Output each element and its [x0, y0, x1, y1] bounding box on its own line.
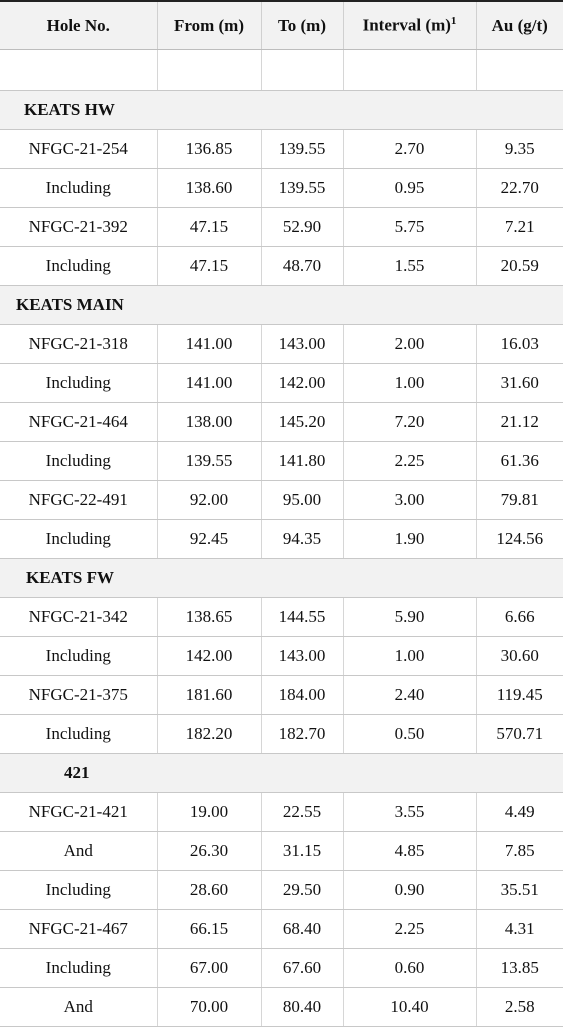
- to-cell: 29.50: [261, 871, 343, 910]
- hole-cell: Including: [0, 871, 157, 910]
- interval-cell: 4.85: [343, 832, 476, 871]
- au-cell: 13.85: [476, 949, 563, 988]
- to-cell: 68.40: [261, 910, 343, 949]
- au-cell: 21.12: [476, 403, 563, 442]
- header-to: To (m): [261, 1, 343, 50]
- table-row: [0, 871, 563, 910]
- hole-cell: And: [0, 832, 157, 871]
- from-cell: 26.30: [157, 832, 261, 871]
- from-cell: 67.00: [157, 949, 261, 988]
- interval-cell: 2.25: [343, 910, 476, 949]
- interval-cell: 0.60: [343, 949, 476, 988]
- to-cell: 48.70: [261, 247, 343, 286]
- hole-cell: Including: [0, 169, 157, 208]
- interval-cell: 2.70: [343, 130, 476, 169]
- from-cell: 141.00: [157, 364, 261, 403]
- header-interval: [343, 1, 476, 50]
- au-cell: 6.66: [476, 598, 563, 637]
- to-cell: 94.35: [261, 520, 343, 559]
- hole-cell: And: [0, 988, 157, 1027]
- table-row: [0, 169, 563, 208]
- table-row: [0, 442, 563, 481]
- interval-cell: 2.00: [343, 325, 476, 364]
- interval-cell: 1.55: [343, 247, 476, 286]
- hole-cell: NFGC-22-491: [0, 481, 157, 520]
- au-cell: 16.03: [476, 325, 563, 364]
- interval-cell: 5.75: [343, 208, 476, 247]
- interval-cell: 0.90: [343, 871, 476, 910]
- from-cell: 66.15: [157, 910, 261, 949]
- interval-cell: 0.95: [343, 169, 476, 208]
- to-cell: 143.00: [261, 637, 343, 676]
- to-cell: 31.15: [261, 832, 343, 871]
- table-row: [0, 247, 563, 286]
- from-cell: 47.15: [157, 247, 261, 286]
- table-row: [0, 325, 563, 364]
- table-row: [0, 910, 563, 949]
- empty-cell: [157, 50, 261, 91]
- hole-cell: Including: [0, 247, 157, 286]
- hole-cell: NFGC-21-254: [0, 130, 157, 169]
- to-cell: 141.80: [261, 442, 343, 481]
- to-cell: 145.20: [261, 403, 343, 442]
- au-cell: 35.51: [476, 871, 563, 910]
- header-from: From (m): [157, 1, 261, 50]
- from-cell: 182.20: [157, 715, 261, 754]
- interval-cell: 3.00: [343, 481, 476, 520]
- table-row: [0, 598, 563, 637]
- section-title: KEATS MAIN: [0, 286, 563, 325]
- hole-cell: Including: [0, 364, 157, 403]
- table-row: [0, 481, 563, 520]
- section-row: [0, 559, 563, 598]
- au-cell: 9.35: [476, 130, 563, 169]
- header-au: Au (g/t): [476, 1, 563, 50]
- au-cell: 22.70: [476, 169, 563, 208]
- hole-cell: NFGC-21-318: [0, 325, 157, 364]
- hole-cell: Including: [0, 715, 157, 754]
- to-cell: 95.00: [261, 481, 343, 520]
- to-cell: 142.00: [261, 364, 343, 403]
- from-cell: 138.00: [157, 403, 261, 442]
- section-row: [0, 91, 563, 130]
- from-cell: 28.60: [157, 871, 261, 910]
- au-cell: 124.56: [476, 520, 563, 559]
- table-row: [0, 130, 563, 169]
- to-cell: 184.00: [261, 676, 343, 715]
- au-cell: 4.49: [476, 793, 563, 832]
- table-row: [0, 949, 563, 988]
- interval-cell: 1.00: [343, 364, 476, 403]
- table-row: [0, 832, 563, 871]
- header-interval-footnote: 1: [450, 15, 457, 28]
- table-row: [0, 715, 563, 754]
- au-cell: 79.81: [476, 481, 563, 520]
- interval-cell: 5.90: [343, 598, 476, 637]
- au-cell: 119.45: [476, 676, 563, 715]
- interval-cell: 1.90: [343, 520, 476, 559]
- to-cell: 182.70: [261, 715, 343, 754]
- from-cell: 138.65: [157, 598, 261, 637]
- to-cell: 139.55: [261, 169, 343, 208]
- interval-cell: 3.55: [343, 793, 476, 832]
- table-row: [0, 403, 563, 442]
- from-cell: 70.00: [157, 988, 261, 1027]
- hole-cell: NFGC-21-467: [0, 910, 157, 949]
- from-cell: 139.55: [157, 442, 261, 481]
- au-cell: 570.71: [476, 715, 563, 754]
- au-cell: 20.59: [476, 247, 563, 286]
- spacer-row: [0, 50, 563, 91]
- section-title: 421: [0, 754, 563, 793]
- au-cell: 7.85: [476, 832, 563, 871]
- from-cell: 181.60: [157, 676, 261, 715]
- interval-cell: 10.40: [343, 988, 476, 1027]
- header-interval-label: Interval (m): [362, 15, 451, 35]
- au-cell: 31.60: [476, 364, 563, 403]
- to-cell: 139.55: [261, 130, 343, 169]
- table-row: [0, 793, 563, 832]
- empty-cell: [476, 50, 563, 91]
- hole-cell: NFGC-21-392: [0, 208, 157, 247]
- hole-cell: Including: [0, 637, 157, 676]
- hole-cell: NFGC-21-421: [0, 793, 157, 832]
- table-row: [0, 676, 563, 715]
- empty-cell: [343, 50, 476, 91]
- section-title: KEATS FW: [0, 559, 563, 598]
- from-cell: 138.60: [157, 169, 261, 208]
- to-cell: 67.60: [261, 949, 343, 988]
- from-cell: 47.15: [157, 208, 261, 247]
- from-cell: 136.85: [157, 130, 261, 169]
- from-cell: 92.00: [157, 481, 261, 520]
- from-cell: 142.00: [157, 637, 261, 676]
- au-cell: 4.31: [476, 910, 563, 949]
- interval-cell: 7.20: [343, 403, 476, 442]
- section-row: [0, 754, 563, 793]
- table-row: [0, 208, 563, 247]
- interval-cell: 1.00: [343, 637, 476, 676]
- hole-cell: NFGC-21-375: [0, 676, 157, 715]
- table-row: [0, 520, 563, 559]
- au-cell: 61.36: [476, 442, 563, 481]
- au-cell: 7.21: [476, 208, 563, 247]
- header-hole-no: Hole No.: [0, 1, 157, 50]
- from-cell: 19.00: [157, 793, 261, 832]
- interval-cell: 0.50: [343, 715, 476, 754]
- hole-cell: Including: [0, 520, 157, 559]
- au-cell: 30.60: [476, 637, 563, 676]
- table-row: [0, 988, 563, 1027]
- to-cell: 80.40: [261, 988, 343, 1027]
- header-row: [0, 1, 563, 50]
- au-cell: 2.58: [476, 988, 563, 1027]
- hole-cell: Including: [0, 442, 157, 481]
- hole-cell: NFGC-21-464: [0, 403, 157, 442]
- empty-cell: [261, 50, 343, 91]
- table-row: [0, 364, 563, 403]
- to-cell: 144.55: [261, 598, 343, 637]
- interval-cell: 2.40: [343, 676, 476, 715]
- from-cell: 92.45: [157, 520, 261, 559]
- hole-cell: NFGC-21-342: [0, 598, 157, 637]
- from-cell: 141.00: [157, 325, 261, 364]
- empty-cell: [0, 50, 157, 91]
- to-cell: 22.55: [261, 793, 343, 832]
- section-row: [0, 286, 563, 325]
- interval-cell: 2.25: [343, 442, 476, 481]
- table-row: [0, 637, 563, 676]
- section-title: KEATS HW: [0, 91, 563, 130]
- to-cell: 52.90: [261, 208, 343, 247]
- to-cell: 143.00: [261, 325, 343, 364]
- hole-cell: Including: [0, 949, 157, 988]
